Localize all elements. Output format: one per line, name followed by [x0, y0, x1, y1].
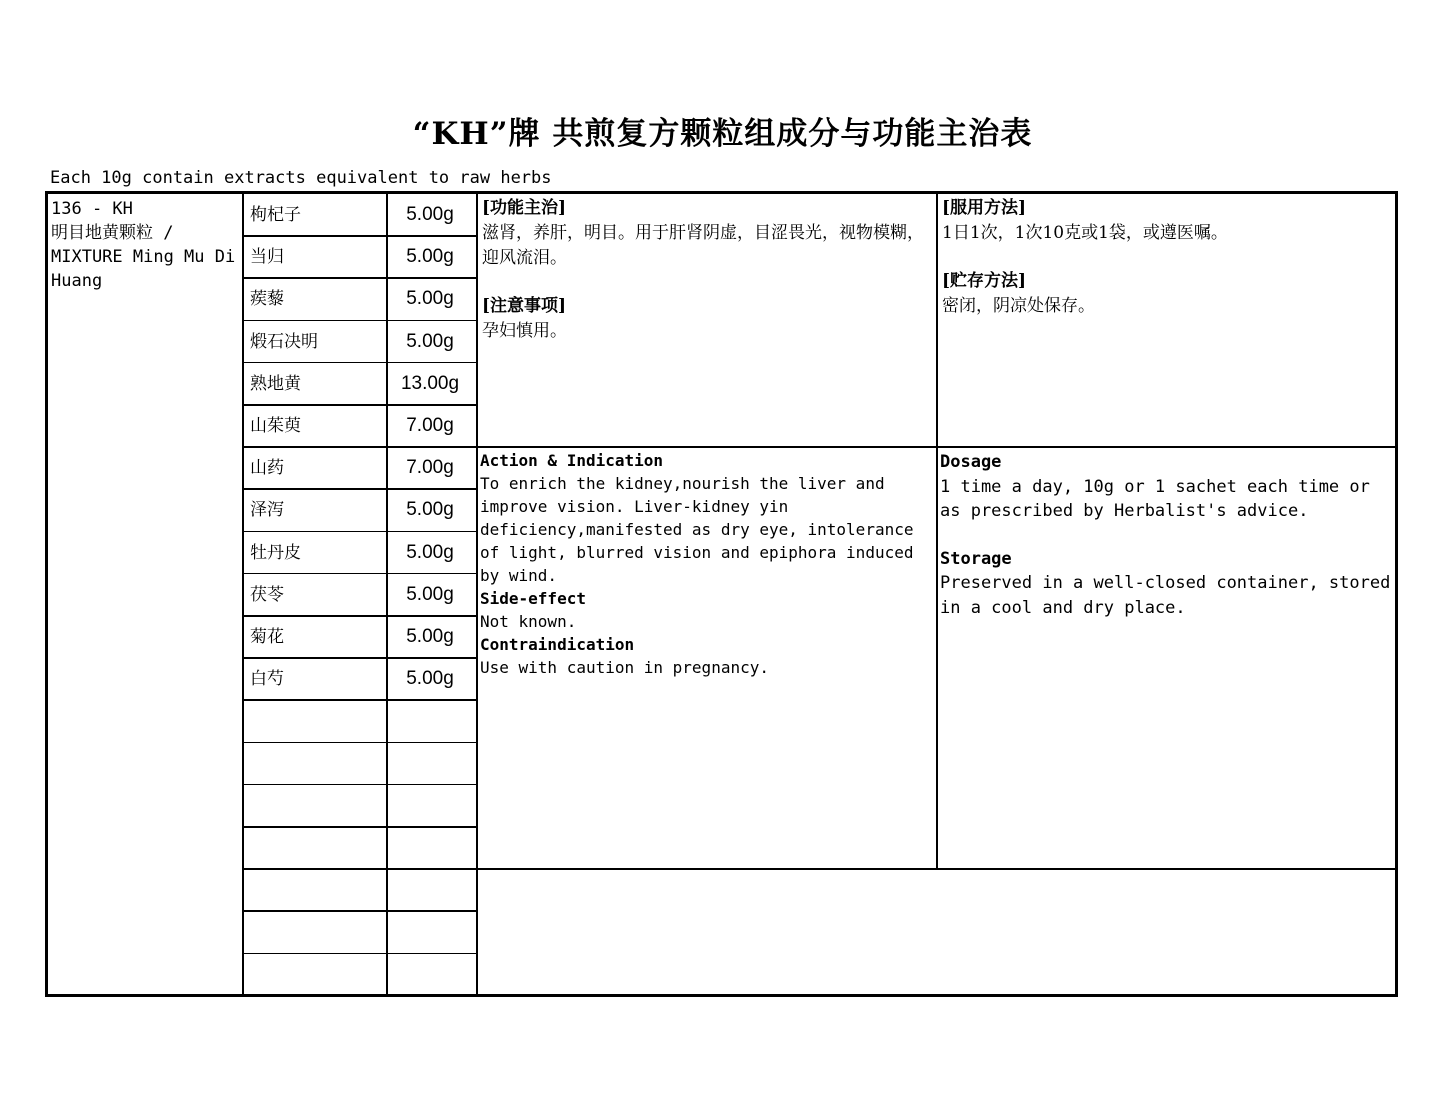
herb-name: 蒺藜	[250, 289, 284, 310]
herb-name: 熟地黄	[250, 373, 301, 394]
zh-usage-cell	[942, 196, 1392, 319]
en-contraindication-heading: Contraindication	[480, 635, 635, 654]
divider	[476, 194, 478, 994]
herb-row-divider	[242, 868, 476, 870]
herb-row	[244, 278, 476, 320]
herb-dose: 5.00g	[406, 583, 454, 605]
zh-storage-text: 密闭，阴凉处保存。	[942, 296, 1095, 316]
divider	[476, 868, 1395, 870]
en-storage-text: Preserved in a well-closed container, stored in a cool and dry place.	[940, 573, 1391, 618]
en-action-cell	[480, 449, 932, 679]
product-code: 136 - KH	[51, 199, 133, 219]
en-contraindication-text: Use with caution in pregnancy.	[480, 658, 769, 677]
en-side-effect-text: Not known.	[480, 612, 577, 631]
herb-row-divider	[242, 910, 476, 912]
herb-row-divider	[242, 826, 476, 828]
herb-dose: 5.00g	[406, 288, 454, 310]
zh-caution-text: 孕妇慎用。	[482, 321, 567, 341]
herb-dose: 5.00g	[406, 541, 454, 563]
herb-dose: 5.00g	[406, 246, 454, 268]
divider	[476, 446, 1395, 448]
herb-name: 山药	[250, 458, 284, 479]
herb-row	[244, 574, 476, 616]
herb-name: 当归	[250, 247, 284, 268]
en-dosage-cell	[940, 450, 1392, 620]
zh-caution-heading: [注意事项]	[482, 296, 567, 316]
en-dosage-text: 1 time a day, 10g or 1 sachet each time or as prescribed by Herbalist's advice.	[940, 476, 1370, 521]
zh-usage-text: 1日1次，1次10克或1袋，或遵医嘱。	[942, 223, 1228, 243]
zh-usage-heading: [服用方法]	[942, 198, 1027, 218]
herb-name: 枸杞子	[250, 205, 301, 225]
herb-row	[244, 363, 476, 405]
en-action-heading: Action & Indication	[480, 451, 664, 470]
herb-dose: 5.00g	[406, 626, 454, 647]
herb-row	[244, 658, 476, 700]
herb-name: 菊花	[250, 627, 284, 647]
divider	[936, 194, 938, 868]
herb-dose: 5.00g	[406, 330, 454, 352]
herb-name: 牡丹皮	[250, 542, 301, 563]
herb-name: 茯苓	[250, 584, 284, 605]
en-side-effect-heading: Side-effect	[480, 589, 586, 608]
herb-row-divider	[242, 953, 476, 955]
herb-row	[244, 194, 476, 236]
herb-row	[244, 532, 476, 574]
page-title: “KH”牌 共煎复方颗粒组成分与功能主治表	[412, 116, 1033, 152]
herb-row	[244, 321, 476, 363]
product-name: 明目地黄颗粒 / MIXTURE Ming Mu Di Huang	[51, 223, 236, 291]
herb-row-divider	[242, 784, 476, 786]
herb-row-divider	[242, 742, 476, 744]
herb-dose: 5.00g	[406, 204, 454, 225]
herb-dose: 13.00g	[400, 372, 460, 394]
product-cell	[51, 197, 241, 293]
herb-dose: 5.00g	[406, 499, 454, 521]
herb-row	[244, 616, 476, 658]
herb-row	[244, 447, 476, 489]
herb-name: 白芍	[250, 669, 284, 690]
herb-name: 山茱萸	[250, 416, 301, 436]
herb-name: 煅石决明	[250, 331, 318, 352]
herb-name: 泽泻	[250, 500, 284, 521]
en-action-text: To enrich the kidney,nourish the liver and improve vision. Liver-kidney yin deficiency,manifested as dry eye, intolerance of light, blurred vision and epiphora induced by wind.	[480, 474, 914, 585]
herb-dose: 5.00g	[406, 668, 454, 690]
zh-function-cell	[482, 196, 930, 344]
herb-row	[244, 405, 476, 447]
formula-table	[45, 191, 1398, 997]
herb-row	[244, 489, 476, 531]
herb-row	[244, 236, 476, 278]
zh-function-heading: [功能主治]	[482, 198, 567, 218]
en-dosage-heading: Dosage	[940, 452, 1002, 472]
en-storage-heading: Storage	[940, 548, 1012, 569]
zh-function-text: 滋肾，养肝，明目。用于肝肾阴虚，目涩畏光，视物模糊，迎风流泪。	[482, 223, 924, 268]
zh-storage-heading: [贮存方法]	[942, 271, 1027, 291]
herb-dose: 7.00g	[406, 457, 454, 479]
herb-dose: 7.00g	[406, 415, 454, 436]
subtitle: Each 10g contain extracts equivalent to raw herbs	[50, 168, 552, 188]
